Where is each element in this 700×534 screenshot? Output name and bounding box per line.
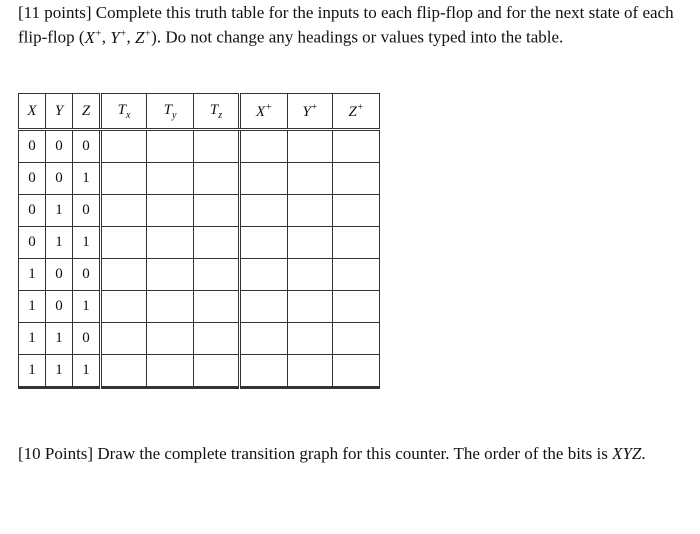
cell-x: 1 <box>19 291 46 323</box>
cell-y: 0 <box>46 163 73 195</box>
blank-cell-z-plus[interactable] <box>333 355 380 388</box>
blank-cell-tx[interactable] <box>101 291 147 323</box>
blank-cell-z-plus[interactable] <box>333 163 380 195</box>
table-row <box>19 355 380 388</box>
cell-y: 1 <box>46 323 73 355</box>
cell-z: 0 <box>73 259 101 291</box>
blank-cell-z-plus[interactable] <box>333 130 380 163</box>
blank-cell-tz[interactable] <box>194 355 240 388</box>
blank-cell-z-plus[interactable] <box>333 291 380 323</box>
var-y-plus: Y+ <box>110 27 127 47</box>
blank-cell-x-plus[interactable] <box>240 355 288 388</box>
blank-cell-tz[interactable] <box>194 291 240 323</box>
table-row <box>19 130 380 163</box>
header-z: Z <box>73 94 101 130</box>
blank-cell-tz[interactable] <box>194 130 240 163</box>
question-2-body: Draw the complete transition graph for this counter. The order of the bits is <box>93 444 613 463</box>
cell-x: 1 <box>19 355 46 388</box>
blank-cell-y-plus[interactable] <box>288 163 333 195</box>
var-x-plus: X+ <box>84 27 102 47</box>
var-z-plus: Z+ <box>134 27 152 47</box>
cell-x: 0 <box>19 130 46 163</box>
cell-y: 1 <box>46 195 73 227</box>
blank-cell-y-plus[interactable] <box>288 323 333 355</box>
blank-cell-ty[interactable] <box>147 195 194 227</box>
cell-x: 1 <box>19 323 46 355</box>
cell-x: 1 <box>19 259 46 291</box>
question-1-text-b: ). Do not change any headings or values typed into the table. <box>151 27 564 47</box>
cell-z: 0 <box>73 323 101 355</box>
blank-cell-z-plus[interactable] <box>333 227 380 259</box>
question-2-points: [10 Points] <box>18 444 94 463</box>
blank-cell-ty[interactable] <box>147 130 194 163</box>
table-row <box>19 195 380 227</box>
cell-z: 1 <box>73 227 101 259</box>
header-y: Y <box>46 94 73 130</box>
blank-cell-ty[interactable] <box>147 259 194 291</box>
cell-y: 0 <box>46 291 73 323</box>
question-1-text: [11 points] Complete this truth table for the inputs to each flip-flop and for the next state of each flip-flop (X+, Y+, Z+). Do not change any headings or values typed into the table. <box>18 3 674 47</box>
table-row <box>19 163 380 195</box>
cell-y: 0 <box>46 259 73 291</box>
blank-cell-tx[interactable] <box>101 227 147 259</box>
blank-cell-tx[interactable] <box>101 355 147 388</box>
cell-x: 0 <box>19 195 46 227</box>
blank-cell-x-plus[interactable] <box>240 227 288 259</box>
blank-cell-tx[interactable] <box>101 163 147 195</box>
cell-z: 1 <box>73 291 101 323</box>
blank-cell-x-plus[interactable] <box>240 163 288 195</box>
question-1-points: [11 points] <box>18 3 92 22</box>
cell-x: 0 <box>19 227 46 259</box>
blank-cell-z-plus[interactable] <box>333 323 380 355</box>
blank-cell-ty[interactable] <box>147 291 194 323</box>
blank-cell-ty[interactable] <box>147 323 194 355</box>
bit-order: XYZ <box>612 444 642 463</box>
blank-cell-tz[interactable] <box>194 259 240 291</box>
blank-cell-z-plus[interactable] <box>333 195 380 227</box>
blank-cell-ty[interactable] <box>147 227 194 259</box>
blank-cell-x-plus[interactable] <box>240 323 288 355</box>
blank-cell-tx[interactable] <box>101 130 147 163</box>
blank-cell-tz[interactable] <box>194 195 240 227</box>
header-ty: $T_y$ <box>147 94 194 130</box>
question-2-text: [10 Points] Draw the complete transition graph for this counter. The order of the bits is XYZ. <box>18 444 646 463</box>
header-z-plus: Z+ <box>333 94 380 130</box>
truth-table <box>18 93 380 389</box>
blank-cell-y-plus[interactable] <box>288 259 333 291</box>
header-x-plus: X+ <box>240 94 288 130</box>
table-row <box>19 323 380 355</box>
cell-z: 0 <box>73 130 101 163</box>
blank-cell-y-plus[interactable] <box>288 130 333 163</box>
blank-cell-tz[interactable] <box>194 163 240 195</box>
blank-cell-x-plus[interactable] <box>240 130 288 163</box>
cell-z: 1 <box>73 355 101 388</box>
blank-cell-y-plus[interactable] <box>288 227 333 259</box>
cell-y: 1 <box>46 355 73 388</box>
table-row <box>19 291 380 323</box>
blank-cell-x-plus[interactable] <box>240 195 288 227</box>
cell-z: 1 <box>73 163 101 195</box>
blank-cell-tx[interactable] <box>101 323 147 355</box>
question-1-text-a: Complete this truth table for the inputs to each flip-flop and for the next state of each flip-flop ( <box>18 3 674 47</box>
blank-cell-tz[interactable] <box>194 323 240 355</box>
blank-cell-y-plus[interactable] <box>288 355 333 388</box>
table-row <box>19 259 380 291</box>
header-row <box>19 94 380 130</box>
header-y-plus: Y+ <box>288 94 333 130</box>
blank-cell-y-plus[interactable] <box>288 291 333 323</box>
blank-cell-z-plus[interactable] <box>333 259 380 291</box>
header-tz: $T_z$ <box>194 94 240 130</box>
blank-cell-ty[interactable] <box>147 355 194 388</box>
header-tx: $T_x$ <box>101 94 147 130</box>
header-x: X <box>19 94 46 130</box>
blank-cell-ty[interactable] <box>147 163 194 195</box>
blank-cell-x-plus[interactable] <box>240 291 288 323</box>
cell-y: 1 <box>46 227 73 259</box>
blank-cell-y-plus[interactable] <box>288 195 333 227</box>
cell-x: 0 <box>19 163 46 195</box>
blank-cell-tz[interactable] <box>194 227 240 259</box>
blank-cell-tx[interactable] <box>101 259 147 291</box>
cell-z: 0 <box>73 195 101 227</box>
blank-cell-x-plus[interactable] <box>240 259 288 291</box>
cell-y: 0 <box>46 130 73 163</box>
blank-cell-tx[interactable] <box>101 195 147 227</box>
table-row <box>19 227 380 259</box>
